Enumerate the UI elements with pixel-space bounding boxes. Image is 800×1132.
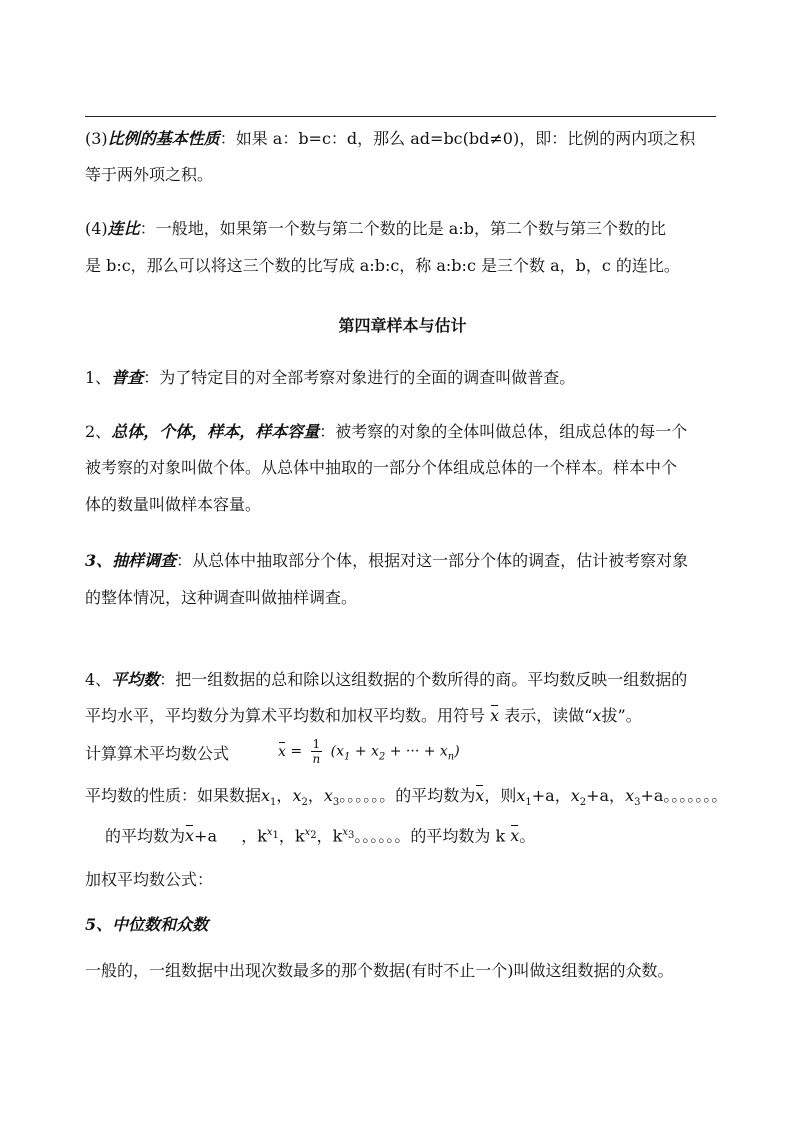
item-4-line-1: 4、平均数：把一组数据的总和除以这组数据的个数所得的商。平均数反映一组数据的	[85, 670, 688, 689]
item-5-heading: 5、中位数和众数	[85, 915, 209, 934]
weighted-mean-label: 加权平均数公式：	[85, 870, 214, 889]
item-4-line-2: 平均水平，平均数分为算术平均数和加权平均数。用符号 x 表示，读做“x拔”。	[85, 706, 642, 725]
term-proportion-property: 比例的基本性质	[107, 129, 220, 148]
item-2-line-2: 被考察的对象叫做个体。从总体中抽取的一部分个体组成总体的一个样本。样本中个	[85, 458, 678, 477]
header-rule	[85, 116, 716, 117]
item-3-line-2: 的整体情况，这种调查叫做抽样调查。	[85, 588, 358, 607]
term-population-sample: 总体，个体，样本，样本容量	[111, 422, 320, 441]
arithmetic-mean-formula: x = $\frac{1}{n}$ ($x_1 + x_2$ + ··· + $x_n$)	[278, 737, 460, 766]
section-4-line-1: (4)连比：一般地，如果第一个数与第二个数的比是 a:b，第二个数与第三个数的比	[85, 219, 666, 238]
term-sampling-survey: 抽样调查	[112, 551, 177, 570]
mean-property-line-1: 平均数的性质：如果数据$x_1$，$x_2$，$x_3$。。。。。。的平均数为x，则$x_1+a$，$x_2+a$，$x_3+a$。。。。。。。	[85, 786, 728, 809]
item-1: 1、普查：为了特定目的对全部考察对象进行的全面的调查叫做普查。	[85, 368, 576, 387]
xbar-symbol: x	[490, 706, 500, 725]
item-2-line-1: 2、总体，个体，样本，样本容量：被考察的对象的全体叫做总体，组成总体的每一个	[85, 422, 688, 441]
formula-label: 计算算术平均数公式	[85, 744, 230, 763]
section-4-line-2: 是 b:c，那么可以将这三个数的比写成 a:b:c，称 a:b:c 是三个数 a，b，c 的连比。	[85, 256, 680, 275]
mode-definition: 一般的，一组数据中出现次数最多的那个数据(有时不止一个)叫做这组数据的众数。	[85, 961, 674, 980]
term-continued-ratio: 连比	[107, 219, 140, 238]
section-3-line-1: (3)比例的基本性质：如果 a：b=c：d，那么 ad=bc(bd≠0)，即：比例的两内项之积	[85, 129, 696, 148]
item-3-line-1: 3、抽样调查：从总体中抽取部分个体，根据对这一部分个体的调查，估计被考察对象	[85, 551, 689, 570]
item-2-line-3: 体的数量叫做样本容量。	[85, 495, 262, 514]
term-census: 普查	[111, 368, 144, 387]
chapter-title: 第四章样本与估计	[338, 316, 467, 335]
section-3-line-2: 等于两外项之积。	[85, 165, 214, 184]
mean-property-line-2: 的平均数为x+a ，$k^{x_1}$，$k^{x_2}$，$k^{x_3}$。。。。。。的平均数为 k x。	[105, 826, 536, 846]
fraction-one-over-n: $\frac{1}{n}$	[312, 737, 321, 766]
term-mean: 平均数	[111, 670, 160, 689]
